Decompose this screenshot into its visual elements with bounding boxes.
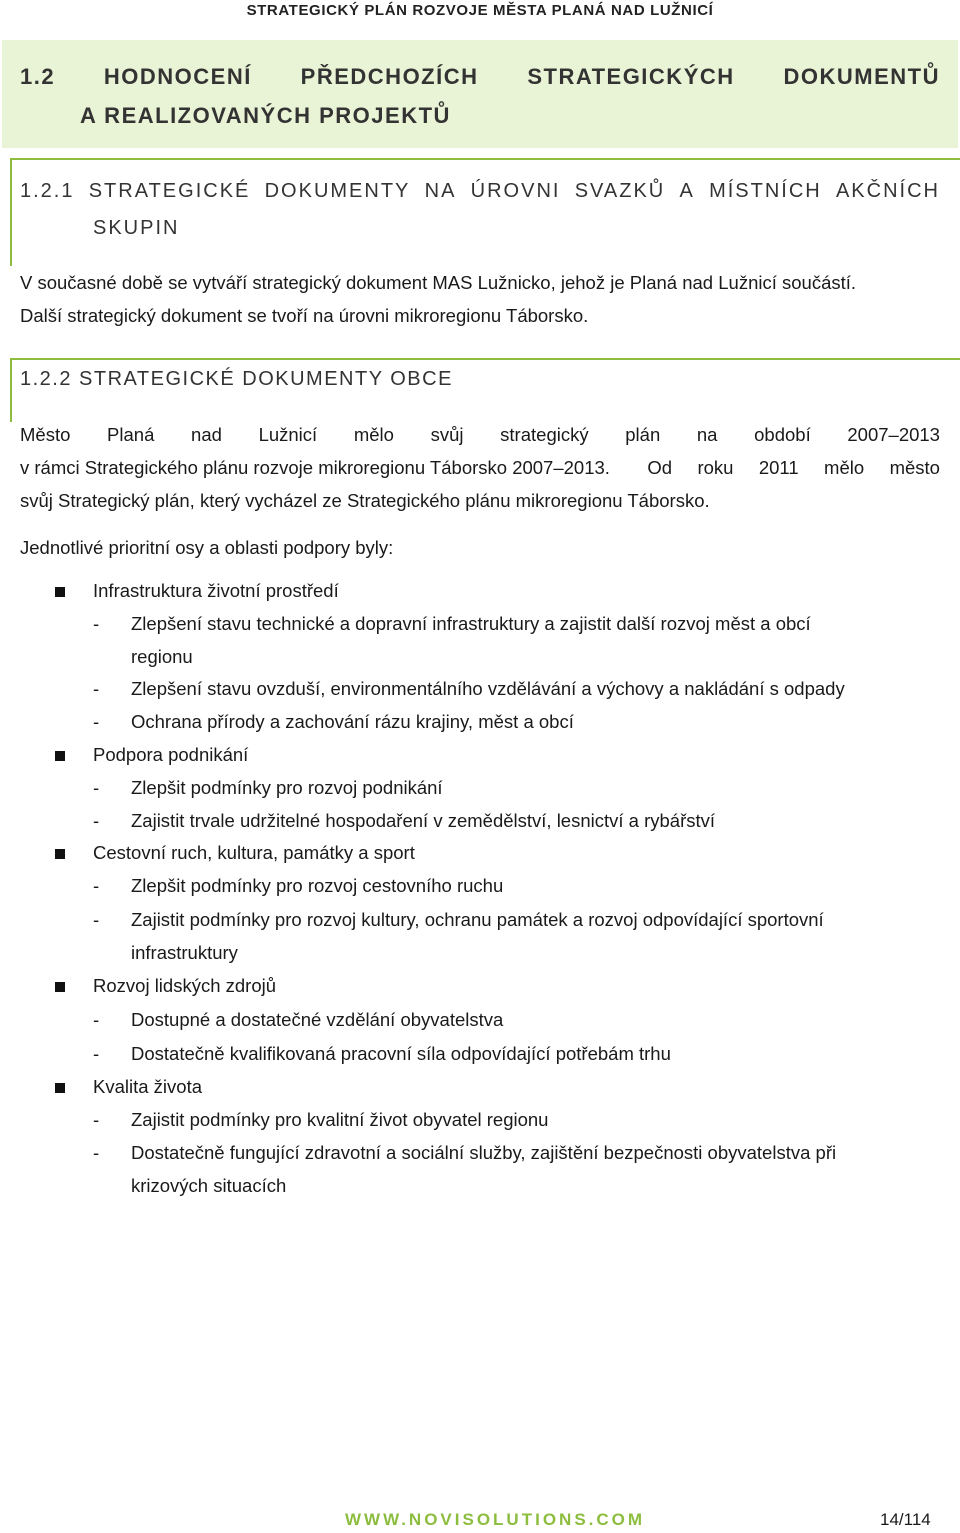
dash-icon: - xyxy=(93,1142,100,1163)
list-item: Zajistit podmínky pro rozvoj kultury, ochranu památek a rozvoj odpovídající sportovní xyxy=(131,909,824,930)
heading-word: MÍSTNÍCH xyxy=(709,180,822,202)
list-item: Dostatečně kvalifikovaná pracovní síla odpovídající potřebám trhu xyxy=(131,1043,671,1064)
bullet-square-icon xyxy=(55,751,65,761)
section-heading-line1 xyxy=(20,64,940,90)
subsection-frame xyxy=(10,158,960,266)
bullet-square-icon xyxy=(55,849,65,859)
dash-icon: - xyxy=(93,875,100,896)
dash-icon: - xyxy=(93,613,100,634)
paragraph-line: Další strategický dokument se tvoří na úrovni mikroregionu Táborsko. xyxy=(20,305,589,326)
running-header: STRATEGICKÝ PLÁN ROZVOJE MĚSTA PLANÁ NAD LUŽNICÍ xyxy=(246,2,714,19)
section-heading-background xyxy=(2,40,958,148)
list-item: Zajistit trvale udržitelné hospodaření v zemědělství, lesnictví a rybářství xyxy=(131,810,716,831)
paragraph-line: Město Planá nad Lužnicí mělo svůj strategický plán na období 2007–2013 xyxy=(20,424,940,445)
dash-icon: - xyxy=(93,777,100,798)
bullet-square-icon xyxy=(55,1083,65,1093)
list-item: Zlepšení stavu technické a dopravní infrastruktury a zajistit další rozvoj měst a obcí xyxy=(131,613,811,634)
section-heading-word: HODNOCENÍ xyxy=(103,64,252,89)
subsection-2-heading: 1.2.2 STRATEGICKÉ DOKUMENTY OBCE xyxy=(20,368,453,390)
list-item: Dostatečně fungující zdravotní a sociální služby, zajištění bezpečnosti obyvatelstva při xyxy=(131,1142,837,1163)
section-heading-word: PŘEDCHOZÍCH xyxy=(300,64,479,89)
heading-word: ÚROVNI xyxy=(470,180,561,202)
bullet-square-icon xyxy=(55,982,65,992)
heading-word: 1.2.1 xyxy=(20,180,75,202)
list-item: Zlepšit podmínky pro rozvoj podnikání xyxy=(131,777,443,798)
subsection-1-heading-line1 xyxy=(20,180,940,203)
priority-title: Rozvoj lidských zdrojů xyxy=(93,975,277,996)
section-number: 1.2 xyxy=(20,64,56,89)
section-heading-word: STRATEGICKÝCH xyxy=(527,64,735,89)
priority-title: Kvalita života xyxy=(93,1076,202,1097)
list-item-continuation: regionu xyxy=(131,646,193,667)
dash-icon: - xyxy=(93,1109,100,1130)
dash-icon: - xyxy=(93,909,100,930)
section-heading-line2: A REALIZOVANÝCH PROJEKTŮ xyxy=(80,103,451,128)
footer-website-link[interactable]: WWW.NOVISOLUTIONS.COM xyxy=(345,1510,646,1529)
heading-word: AKČNÍCH xyxy=(835,180,940,202)
priority-title: Podpora podnikání xyxy=(93,744,249,765)
list-item: Ochrana přírody a zachování rázu krajiny, měst a obcí xyxy=(131,711,574,732)
paragraph-line: v rámci Strategického plánu rozvoje mikroregionu Táborsko 2007–2013. Od roku 2011 mělo město xyxy=(20,457,940,478)
dash-icon: - xyxy=(93,711,100,732)
subsection-1-heading-line2: SKUPIN xyxy=(93,217,180,239)
dash-icon: - xyxy=(93,678,100,699)
paragraph-line: svůj Strategický plán, který vycházel ze Strategického plánu mikroregionu Táborsko. xyxy=(20,490,710,511)
priority-title: Cestovní ruch, kultura, památky a sport xyxy=(93,842,415,863)
list-item: Zlepšit podmínky pro rozvoj cestovního ruchu xyxy=(131,875,504,896)
page-number: 14/114 xyxy=(880,1510,931,1529)
bullet-square-icon xyxy=(55,587,65,597)
list-item: Zajistit podmínky pro kvalitní život obyvatel regionu xyxy=(131,1109,549,1130)
heading-word: SVAZKŮ xyxy=(574,180,666,202)
heading-word: A xyxy=(679,180,695,202)
list-item-continuation: infrastruktury xyxy=(131,942,238,963)
dash-icon: - xyxy=(93,1009,100,1030)
heading-word: DOKUMENTY xyxy=(264,180,411,202)
section-heading-word: DOKUMENTŮ xyxy=(783,64,940,89)
heading-word: STRATEGICKÉ xyxy=(88,180,251,202)
list-item: Dostupné a dostatečné vzdělání obyvatelstva xyxy=(131,1009,504,1030)
dash-icon: - xyxy=(93,810,100,831)
paragraph-line: Jednotlivé prioritní osy a oblasti podpory byly: xyxy=(20,537,394,558)
list-item: Zlepšení stavu ovzduší, environmentálního vzdělávání a výchovy a nakládání s odpady xyxy=(131,678,845,699)
paragraph-line: V současné době se vytváří strategický dokument MAS Lužnicko, jehož je Planá nad Lužnicí součástí. xyxy=(20,272,857,293)
heading-word: NA xyxy=(424,180,457,202)
dash-icon: - xyxy=(93,1043,100,1064)
list-item-continuation: krizových situacích xyxy=(131,1175,287,1196)
priority-title: Infrastruktura životní prostředí xyxy=(93,580,339,601)
